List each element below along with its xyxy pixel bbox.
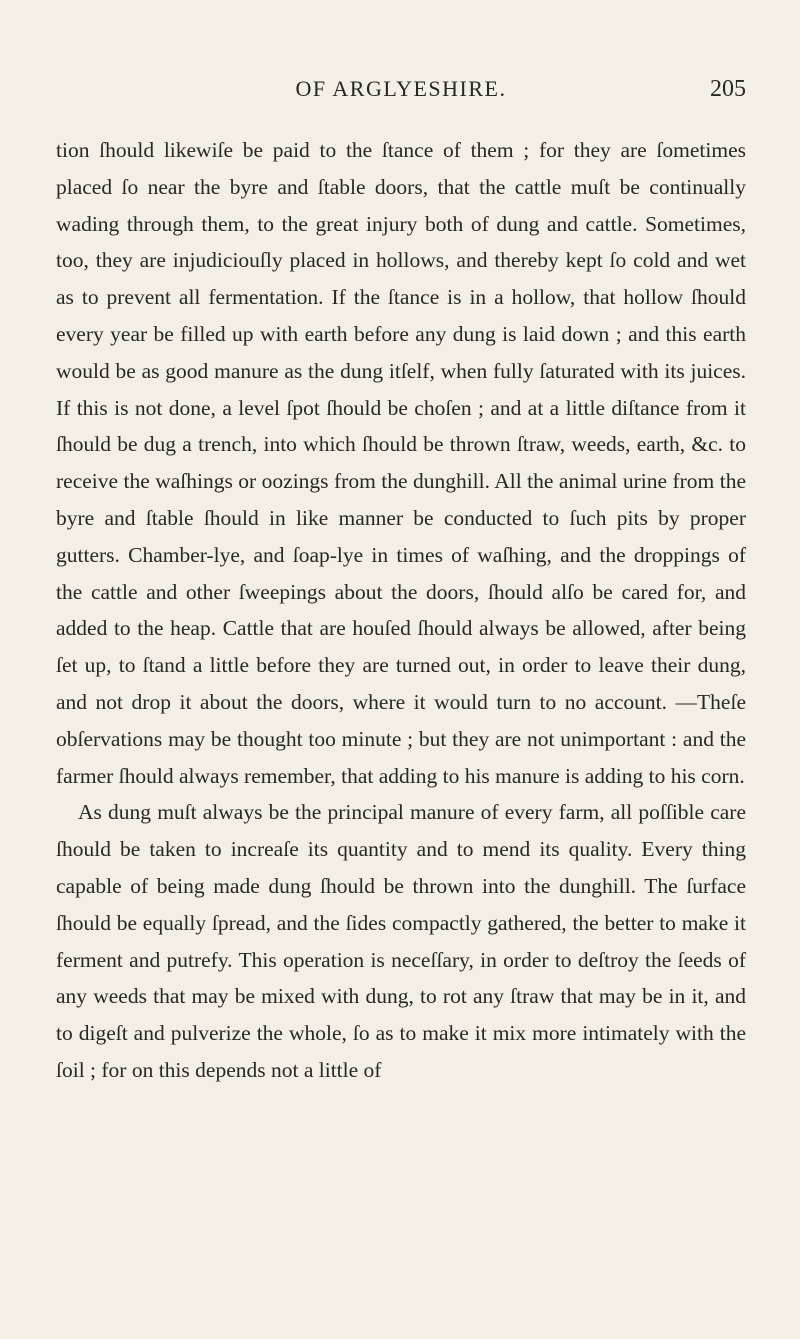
paragraph: tion ſhould likewiſe be paid to the ſtance of them ; for they are ſometimes placed ſo near the byre and ſtable doors, that the cattle muſt be continually wading through them, to the great injury both of dung and cattle. Sometimes, too, they are injudiciouſly placed in hollows, and thereby kept ſo cold and wet as to prevent all fermentation. If the ſtance is in a hollow, that hollow ſhould every year be filled up with earth before any dung is laid down ; and this earth would be as good manure as the dung itſelf, when fully ſaturated with its juices. If this is not done, a level ſpot ſhould be choſen ; and at a little diſtance from it ſhould be dug a trench, into which ſhould be thrown ſtraw, weeds, earth, &c. to receive the waſhings or oozings from the dunghill. All the animal urine from the byre and ſtable ſhould in like manner be conducted to ſuch pits by proper gutters. Chamber-lye, and ſoap-lye in times of waſhing, and the droppings of the cattle and other ſweepings about the doors, ſhould alſo be cared for, and added to the heap. Cattle that are houſed ſhould always be allowed, after being ſet up, to ſtand a little before they are turned out, in order to leave their dung, and not drop it about the doors, where it would turn to no account. —Theſe obſervations may be thought too minute ; but they are not unimportant : and the farmer ſhould always remember, that adding to his manure is adding to his corn. (56, 138, 746, 788)
body-text (56, 132, 746, 1089)
running-header (56, 76, 746, 116)
running-title: OF ARGLYESHIRE. (295, 76, 507, 101)
page-number: 205 (710, 76, 746, 102)
paragraph: As dung muſt always be the principal manure of every farm, all poſſible care ſhould be taken to increaſe its quantity and to mend its quality. Every thing capable of being made dung ſhould be thrown into the dunghill. The ſurface ſhould be equally ſpread, and the ſides compactly gathered, the better to make it ferment and putrefy. This operation is neceſſary, in order to deſtroy the ſeeds of any weeds that may be mixed with dung, to rot any ſtraw that may be in it, and to digeſt and pulverize the whole, ſo as to make it mix more intimately with the ſoil ; for on this depends not a little of (56, 800, 746, 1082)
